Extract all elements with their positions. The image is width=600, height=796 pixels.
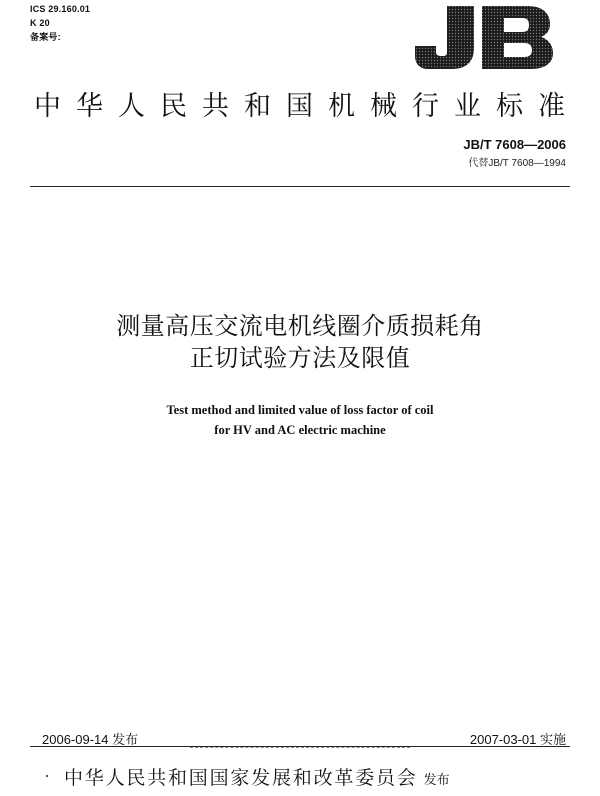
english-title-line-1: Test method and limited value of loss factor of coil [166, 403, 434, 417]
jb-logo-graphic [412, 2, 558, 72]
footer-divider-shadow [190, 747, 410, 748]
metadata-block [30, 2, 90, 44]
industry-standard-title: 中华人民共和国机械行业标准 [34, 91, 580, 122]
jb-logo [412, 2, 558, 72]
ics-code: ICS 29.160.01 [30, 4, 91, 14]
issuer-name: 中华人民共和国国家发展和改革委员会 [64, 767, 418, 789]
publish-date: 2006-09-14 发布 [42, 732, 139, 747]
english-title-line-2: for HV and AC electric machine [214, 423, 386, 437]
chinese-title-line-1: 测量高压交流电机线圈介质损耗角 [116, 312, 484, 340]
header-divider [30, 186, 570, 187]
issuer-line [64, 763, 450, 790]
scan-speck [46, 775, 48, 777]
classification-code: K 20 [30, 18, 50, 28]
record-number-label: 备案号: [30, 32, 61, 42]
chinese-title-line-2: 正切试验方法及限值 [189, 344, 411, 372]
replaced-standard: 代替JB/T 7608—1994 [468, 158, 566, 169]
standard-number: JB/T 7608—2006 [463, 137, 566, 152]
implementation-date: 2007-03-01 实施 [469, 732, 566, 747]
issuer-suffix: 发布 [423, 773, 450, 788]
